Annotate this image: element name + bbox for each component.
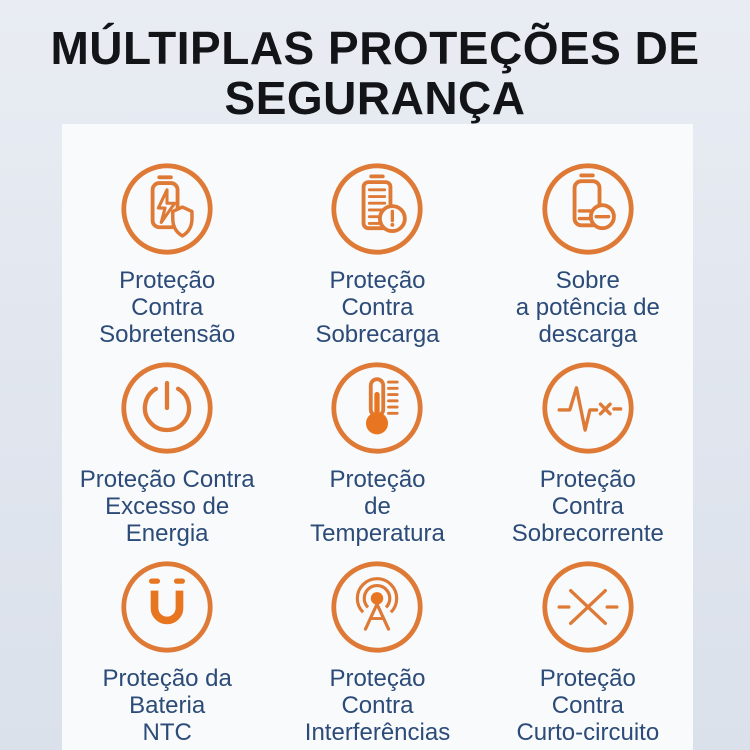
protection-item-label: Proteção Contra Sobrecarga bbox=[315, 267, 440, 348]
page-title bbox=[0, 24, 750, 123]
protection-item-label: Proteção da Bateria NTC bbox=[102, 665, 232, 746]
page-title-line2: SEGURANÇA bbox=[224, 71, 526, 124]
protection-item-ntc-battery bbox=[62, 559, 272, 750]
protection-item-label: Proteção Contra Excesso de Energia bbox=[79, 466, 255, 547]
protections-panel bbox=[62, 124, 693, 750]
power-button-icon bbox=[119, 360, 215, 456]
protection-item-label: Proteção Contra Interferências bbox=[304, 665, 451, 746]
protection-item-label: Proteção Contra Curto-circuito bbox=[516, 665, 660, 746]
protection-item-overcharge bbox=[272, 161, 482, 360]
protection-item-overdischarge bbox=[483, 161, 693, 360]
protection-item-temperature bbox=[272, 360, 482, 559]
battery-surge-shield-icon bbox=[119, 161, 215, 257]
antenna-interference-icon bbox=[329, 559, 425, 655]
protection-item-overcurrent bbox=[483, 360, 693, 559]
protection-item-overpower bbox=[62, 360, 272, 559]
protection-item-label: Proteção de Temperatura bbox=[310, 466, 445, 547]
protection-item-label: Proteção Contra Sobretensão bbox=[99, 267, 236, 348]
battery-overcharge-alert-icon bbox=[329, 161, 425, 257]
protection-item-short-circuit bbox=[483, 559, 693, 750]
protection-item-label: Sobre a potência de descarga bbox=[515, 267, 660, 348]
protections-grid bbox=[62, 124, 693, 750]
protection-item-interference bbox=[272, 559, 482, 750]
protection-item-label: Proteção Contra Sobrecorrente bbox=[511, 466, 664, 547]
magnet-ntc-icon bbox=[119, 559, 215, 655]
overcurrent-pulse-icon bbox=[540, 360, 636, 456]
short-circuit-icon bbox=[540, 559, 636, 655]
thermometer-icon bbox=[329, 360, 425, 456]
protection-item-overvoltage bbox=[62, 161, 272, 360]
page-title-line1: MÚLTIPLAS PROTEÇÕES DE bbox=[50, 22, 700, 74]
battery-discharge-minus-icon bbox=[540, 161, 636, 257]
